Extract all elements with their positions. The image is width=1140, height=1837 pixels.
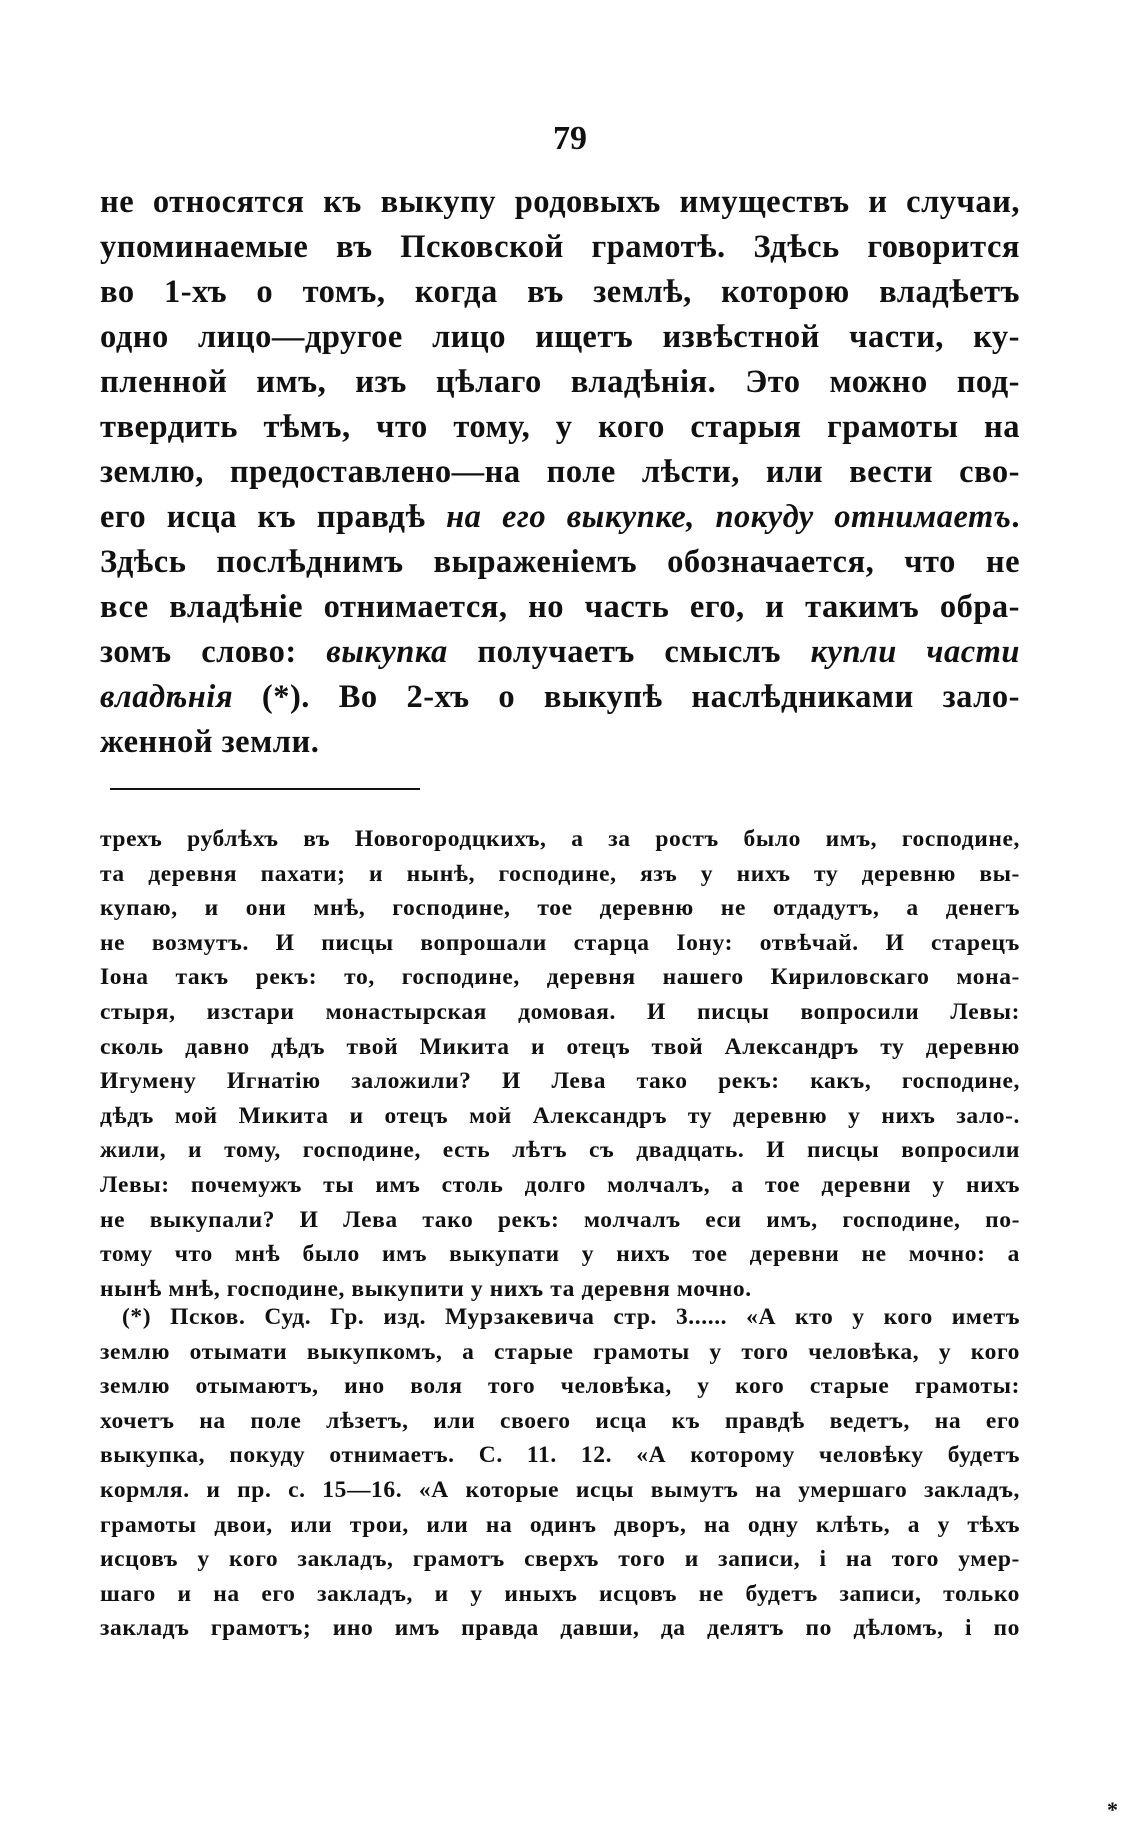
footnote-line: шаго и на его закладъ, и у иныхъ исцовъ не будетъ записи, только — [100, 1580, 1020, 1607]
continued-footnote — [100, 822, 1020, 1306]
main-line-text: (*). Во 2-хъ о выкупѣ наслѣдниками зало- — [233, 679, 1020, 715]
main-line-text: его исца къ правдѣ — [100, 499, 447, 535]
italic-term: купли части — [810, 634, 1020, 670]
main-line: женной земли. — [100, 724, 320, 760]
main-line — [100, 630, 1020, 675]
corner-mark: * — [1107, 1797, 1118, 1822]
footnote-line: грамоты двои, или трои, или на одинъ дворъ, на одну клѣть, а у тѣхъ — [100, 1511, 1020, 1538]
note-line: жили, и тому, господине, есть лѣтъ съ двадцать. И писцы вопросили — [100, 1137, 1020, 1164]
note-line: Игумену Игнатію заложили? И Лева тако рекъ: какъ, господине, — [100, 1068, 1020, 1095]
italic-term: владѣнія — [100, 679, 234, 715]
italic-term: выкупка — [326, 634, 448, 670]
main-line: не относятся къ выкупу родовыхъ имуществъ и случаи, — [100, 184, 1020, 220]
main-line: твердить тѣмъ, что тому, у кого старыя грамоты на — [100, 409, 1020, 445]
note-line: Іона такъ рекъ: то, господине, деревня нашего Кириловскаго мона- — [100, 964, 1020, 991]
footnote-line: кормля. и пр. с. 15—16. «А которые исцы вымутъ на умершаго закладъ, — [100, 1476, 1020, 1503]
note-line: Левы: почемужъ ты имъ столь долго молчалъ, а тое деревни у нихъ — [100, 1171, 1020, 1198]
footnote-line: хочетъ на поле лѣзетъ, или своего исца къ правдѣ ведетъ, на его — [100, 1407, 1020, 1434]
note-line: та деревня пахати; и нынѣ, господине, язъ у нихъ ту деревню вы- — [100, 860, 1020, 887]
main-line — [100, 495, 1020, 540]
page-number: 79 — [553, 120, 587, 157]
quoted-phrase: на его выкупке, покуду отнимаетъ — [446, 499, 1012, 535]
main-line: упоминаемые въ Псковской грамотѣ. Здѣсь говорится — [100, 229, 1020, 265]
note-line: купаю, и они мнѣ, господине, тое деревню не отдадутъ, а денегъ — [100, 895, 1020, 922]
note-line: дѣдъ мой Микита и отецъ мой Александръ ту деревню у нихъ зало-. — [100, 1102, 1020, 1129]
footnote-line: землю отымати выкупкомъ, а старые грамоты у того человѣка, у кого — [100, 1338, 1020, 1365]
note-line: трехъ рублѣхъ въ Новогородцкихъ, а за ростъ было имъ, господине, — [100, 826, 1020, 852]
footnote-line: исцовъ у кого закладъ, грамотъ сверхъ того и записи, і на того умер- — [100, 1546, 1020, 1573]
footnote-separator — [110, 788, 420, 790]
footnote-line: (*) Псков. Суд. Гр. изд. Мурзакевича стр. 3...... «А кто у кого иметъ — [122, 1304, 1020, 1330]
main-line: пленной имъ, изъ цѣлаго владѣнія. Это можно под- — [100, 364, 1020, 400]
footnote-asterisk — [100, 1300, 1020, 1646]
main-line: землю, предоставлено—на поле лѣсти, или вести сво- — [100, 454, 1020, 490]
main-line-text: . — [1011, 499, 1020, 535]
main-line: Здѣсь послѣднимъ выраженіемъ обозначается, что не — [100, 544, 1020, 580]
footnote-line: закладъ грамотъ; ино имъ правда давши, да делятъ по дѣломъ, і по — [100, 1615, 1020, 1642]
note-line: тому что мнѣ было имъ выкупати у нихъ тое деревни не мочно: а — [100, 1241, 1020, 1268]
note-line: стыря, изстари монастырская домовая. И писцы вопросили Левы: — [100, 998, 1020, 1025]
footnote-line: землю отымаютъ, ино воля того человѣка, у кого старые грамоты: — [100, 1373, 1020, 1400]
main-text — [100, 180, 1020, 765]
note-line: нынѣ мнѣ, господине, выкупити у нихъ та деревня мочно. — [100, 1275, 752, 1302]
main-line: одно лицо—другое лицо ищетъ извѣстной части, ку- — [100, 319, 1020, 355]
main-line: во 1-хъ о томъ, когда въ землѣ, которою владѣетъ — [100, 274, 1020, 310]
footnote-line: выкупка, покуду отнимаетъ. С. 11. 12. «А которому человѣку будетъ — [100, 1442, 1020, 1469]
note-line: сколь давно дѣдъ твой Микита и отецъ твой Александръ ту деревню — [100, 1033, 1020, 1060]
main-line: все владѣніе отнимается, но часть его, и такимъ обра- — [100, 589, 1020, 625]
note-line: не выкупали? И Лева тако рекъ: молчалъ еси имъ, господине, по- — [100, 1206, 1020, 1233]
main-line-text: получаетъ смыслъ — [447, 634, 811, 670]
note-line: не возмутъ. И писцы вопрошали старца Іону: отвѣчай. И старецъ — [100, 929, 1020, 956]
main-line — [100, 675, 1020, 720]
main-line-text: зомъ слово: — [100, 634, 327, 670]
